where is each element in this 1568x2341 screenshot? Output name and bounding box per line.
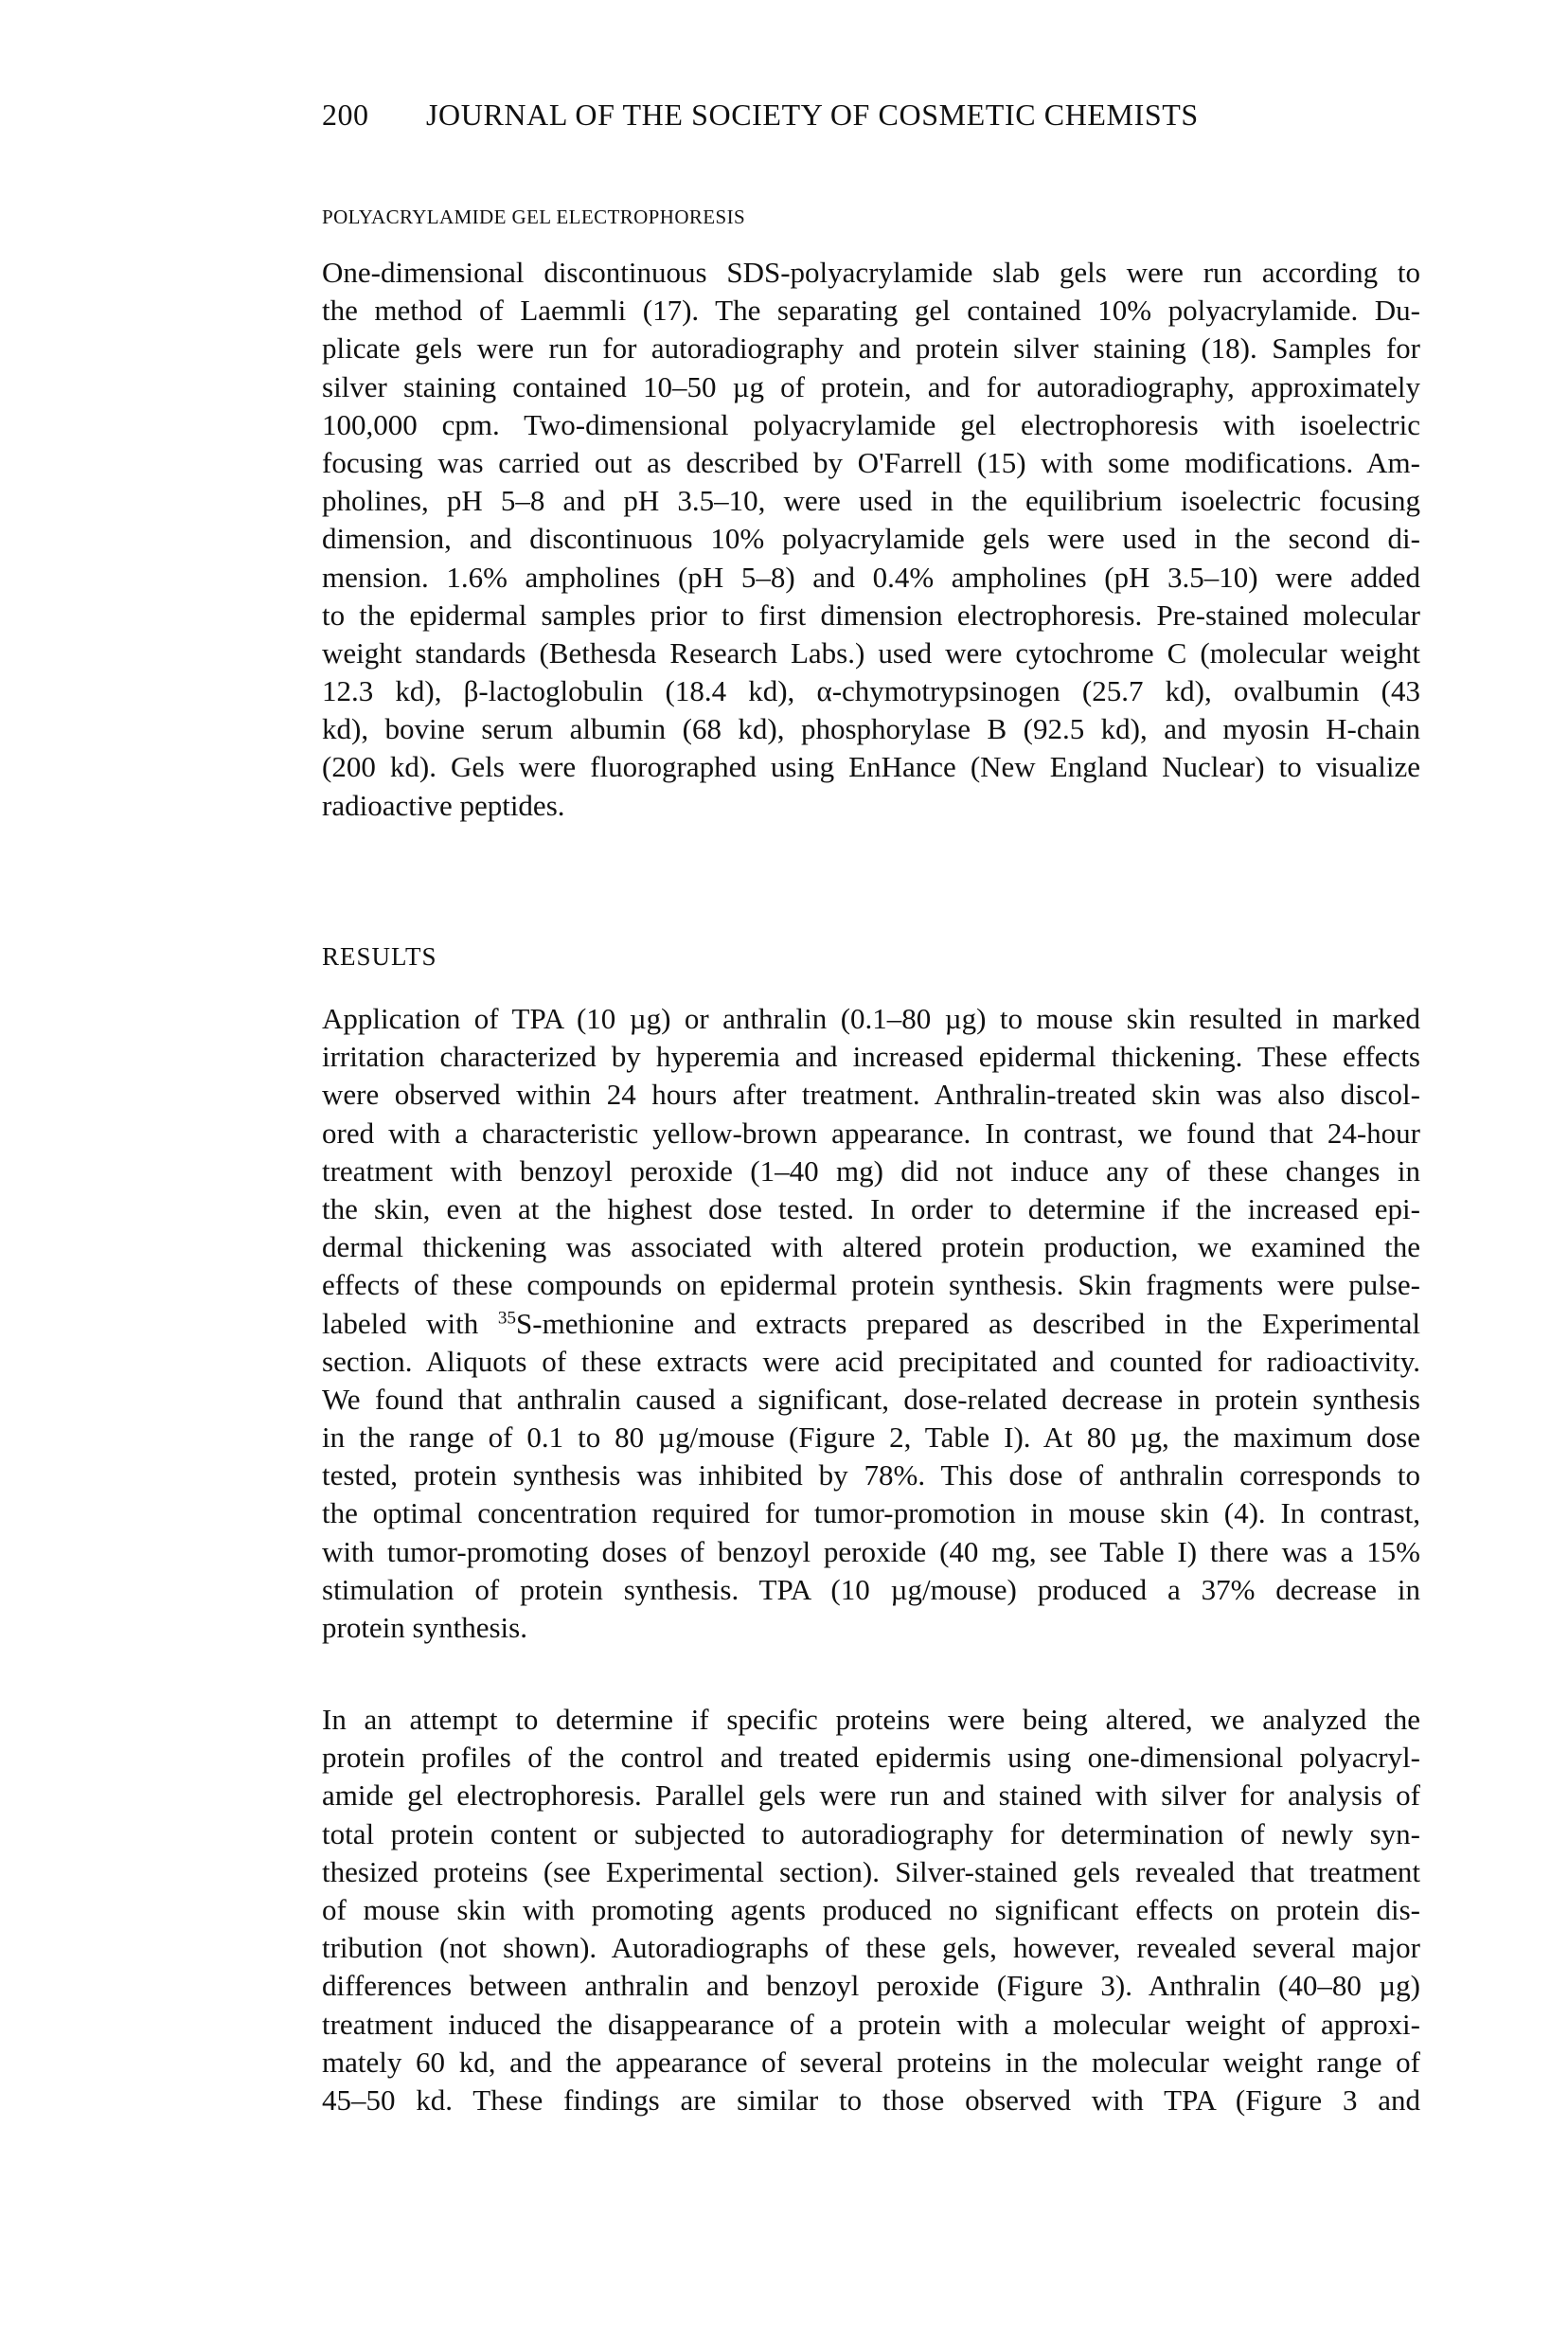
text-line: protein synthesis.	[322, 1611, 527, 1644]
text-line: total protein content or subjected to autoradiography for determination of newly syn-	[322, 1816, 1420, 1850]
text-line: to the epidermal samples prior to first dimension electrophoresis. Pre-stained molecular	[322, 598, 1420, 632]
text-line: One-dimensional discontinuous SDS-polyacrylamide slab gels were run according to	[322, 256, 1420, 289]
text-line: in the range of 0.1 to 80 µg/mouse (Figure 2, Table I). At 80 µg, the maximum dose	[322, 1421, 1420, 1455]
text-line: differences between anthralin and benzoyl peroxide (Figure 3). Anthralin (40–80 µg)	[322, 1969, 1420, 2003]
methods-section-heading: POLYACRYLAMIDE GEL ELECTROPHORESIS	[322, 206, 746, 228]
text-line: 12.3 kd), β-lactoglobulin (18.4 kd), α-chymotrypsinogen (25.7 kd), ovalbumin (43	[322, 674, 1420, 708]
text-line: effects of these compounds on epidermal protein synthesis. Skin fragments were pulse-	[322, 1268, 1420, 1302]
text-line: ored with a characteristic yellow-brown appearance. In contrast, we found that 24-hour	[322, 1116, 1420, 1150]
text-line: irritation characterized by hyperemia and increased epidermal thickening. These effects	[322, 1040, 1420, 1074]
text-line: protein profiles of the control and treated epidermis using one-dimensional polyacryl-	[322, 1741, 1420, 1775]
text-line: silver staining contained 10–50 µg of protein, and for autoradiography, approximately	[322, 369, 1420, 403]
text-line: weight standards (Bethesda Research Labs.) used were cytochrome C (molecular weight	[322, 635, 1420, 670]
results-paragraph-2	[322, 1701, 1420, 2119]
journal-title: JOURNAL OF THE SOCIETY OF COSMETIC CHEMISTS	[426, 98, 1199, 132]
text-line: tribution (not shown). Autoradiographs of these gels, however, revealed several major	[322, 1931, 1420, 1965]
text-line: pholines, pH 5–8 and pH 3.5–10, were used in the equilibrium isoelectric focusing	[322, 484, 1420, 518]
text-line: focusing was carried out as described by O'Farrell (15) with some modifications. Am-	[322, 445, 1420, 479]
text-line: dimension, and discontinuous 10% polyacrylamide gels were used in the second di-	[322, 522, 1420, 556]
text-line: the method of Laemmli (17). The separating gel contained 10% polyacrylamide. Du-	[322, 294, 1420, 328]
text-line-with-isotope	[322, 1305, 1420, 1343]
text-line: radioactive peptides.	[322, 788, 565, 822]
text-line: with tumor-promoting doses of benzoyl peroxide (40 mg, see Table I) there was a 15%	[322, 1534, 1420, 1568]
results-paragraph-1	[322, 1000, 1420, 1647]
page-number: 200	[322, 98, 369, 132]
isotope-superscript: 35	[497, 1307, 517, 1328]
text-line: (200 kd). Gels were fluorographed using EnHance (New England Nuclear) to visualize	[322, 750, 1420, 784]
text-line: kd), bovine serum albumin (68 kd), phosphorylase B (92.5 kd), and myosin H-chain	[322, 712, 1420, 746]
text-line: amide gel electrophoresis. Parallel gels were run and stained with silver for analysis of	[322, 1778, 1420, 1813]
text-line: section. Aliquots of these extracts were acid precipitated and counted for radioactivity.	[322, 1344, 1420, 1378]
text-line: of mouse skin with promoting agents produced no significant effects on protein dis-	[322, 1892, 1420, 1926]
text-line: dermal thickening was associated with altered protein production, we examined the	[322, 1230, 1420, 1264]
text-line: treatment with benzoyl peroxide (1–40 mg) did not induce any of these changes in	[322, 1153, 1420, 1188]
text-line: 45–50 kd. These findings are similar to those observed with TPA (Figure 3 and	[322, 2082, 1420, 2117]
text-line: tested, protein synthesis was inhibited by 78%. This dose of anthralin corresponds to	[322, 1458, 1420, 1492]
text-line: In an attempt to determine if specific proteins were being altered, we analyzed the	[322, 1703, 1420, 1736]
text-line: mately 60 kd, and the appearance of several proteins in the molecular weight range of	[322, 2045, 1420, 2079]
text-line: 100,000 cpm. Two-dimensional polyacrylamide gel electrophoresis with isoelectric	[322, 407, 1420, 441]
text-line: were observed within 24 hours after treatment. Anthralin-treated skin was also discol-	[322, 1078, 1420, 1112]
text-line: the skin, even at the highest dose tested. In order to determine if the increased epi-	[322, 1191, 1420, 1225]
line-segment: labeled with	[322, 1306, 498, 1340]
text-line: We found that anthralin caused a significant, dose-related decrease in protein synthesis	[322, 1382, 1420, 1416]
text-line: the optimal concentration required for tumor-promotion in mouse skin (4). In contrast,	[322, 1496, 1420, 1530]
methods-paragraph	[322, 254, 1420, 825]
text-line: stimulation of protein synthesis. TPA (10 µg/mouse) produced a 37% decrease in	[322, 1572, 1420, 1606]
text-line: mension. 1.6% ampholines (pH 5–8) and 0.4% ampholines (pH 3.5–10) were added	[322, 560, 1420, 594]
text-line: Application of TPA (10 µg) or anthralin (0.1–80 µg) to mouse skin resulted in marked	[322, 1002, 1420, 1035]
results-heading: RESULTS	[322, 942, 437, 971]
text-line: treatment induced the disappearance of a protein with a molecular weight of approxi-	[322, 2007, 1420, 2041]
line-segment: S-methionine and extracts prepared as described in the Experimental	[516, 1306, 1420, 1340]
running-head	[322, 91, 1420, 138]
text-line: plicate gels were run for autoradiography and protein silver staining (18). Samples for	[322, 331, 1420, 366]
text-line: thesized proteins (see Experimental section). Silver-stained gels revealed that treatment	[322, 1854, 1420, 1888]
